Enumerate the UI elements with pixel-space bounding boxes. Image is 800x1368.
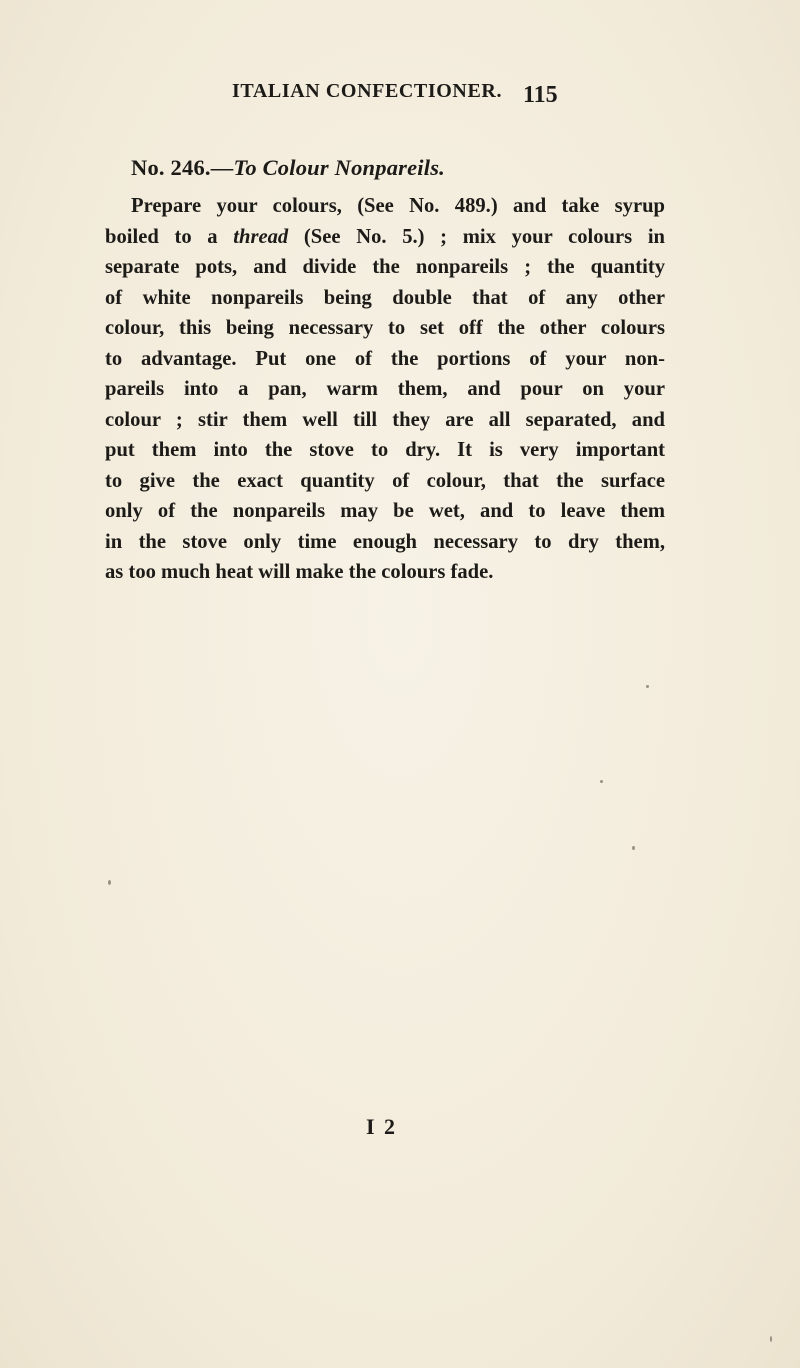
body-line: separate pots, and divide the nonpareils ; the quantity (105, 256, 665, 278)
paper-speck (108, 880, 111, 885)
body-line (105, 222, 665, 253)
body-line: colour ; stir them well till they are all separated, and (105, 408, 665, 431)
body-line-part: boiled to a (105, 225, 234, 248)
body-line: Prepare your colours, (See No. 489.) and take syrup (131, 195, 665, 217)
page-number: 115 (523, 82, 558, 108)
body-line: pareils into a pan, warm them, and pour on your (105, 378, 665, 400)
paper-speck (600, 780, 603, 783)
body-line: to advantage. Put one of the portions of your non- (105, 347, 665, 370)
paper-speck (632, 846, 635, 850)
recipe-title: To Colour Nonpareils. (233, 155, 445, 180)
recipe-number: No. 246. (131, 155, 211, 180)
body-line: in the stove only time enough necessary to dry them, (105, 530, 665, 553)
signature-mark: I 2 (366, 1114, 398, 1139)
recipe-body (105, 191, 665, 588)
body-line-part: (See No. 5.) ; mix your colours in (288, 225, 665, 248)
body-line: of white nonpareils being double that of any other (105, 286, 665, 309)
running-title: ITALIAN CONFECTIONER. (232, 80, 503, 102)
body-line: colour, this being necessary to set off the other colours (105, 317, 665, 339)
body-line: as too much heat will make the colours fade. (105, 561, 494, 583)
body-line: only of the nonpareils may be wet, and to leave them (105, 500, 665, 522)
running-head (0, 76, 800, 116)
recipe-heading (131, 155, 445, 181)
heading-dash: — (210, 155, 234, 180)
paper-speck (646, 685, 649, 688)
body-line: put them into the stove to dry. It is very important (105, 439, 665, 461)
paper-speck (770, 1336, 772, 1342)
body-line-emphasis: thread (233, 225, 289, 248)
body-line: to give the exact quantity of colour, that the surface (105, 469, 665, 492)
